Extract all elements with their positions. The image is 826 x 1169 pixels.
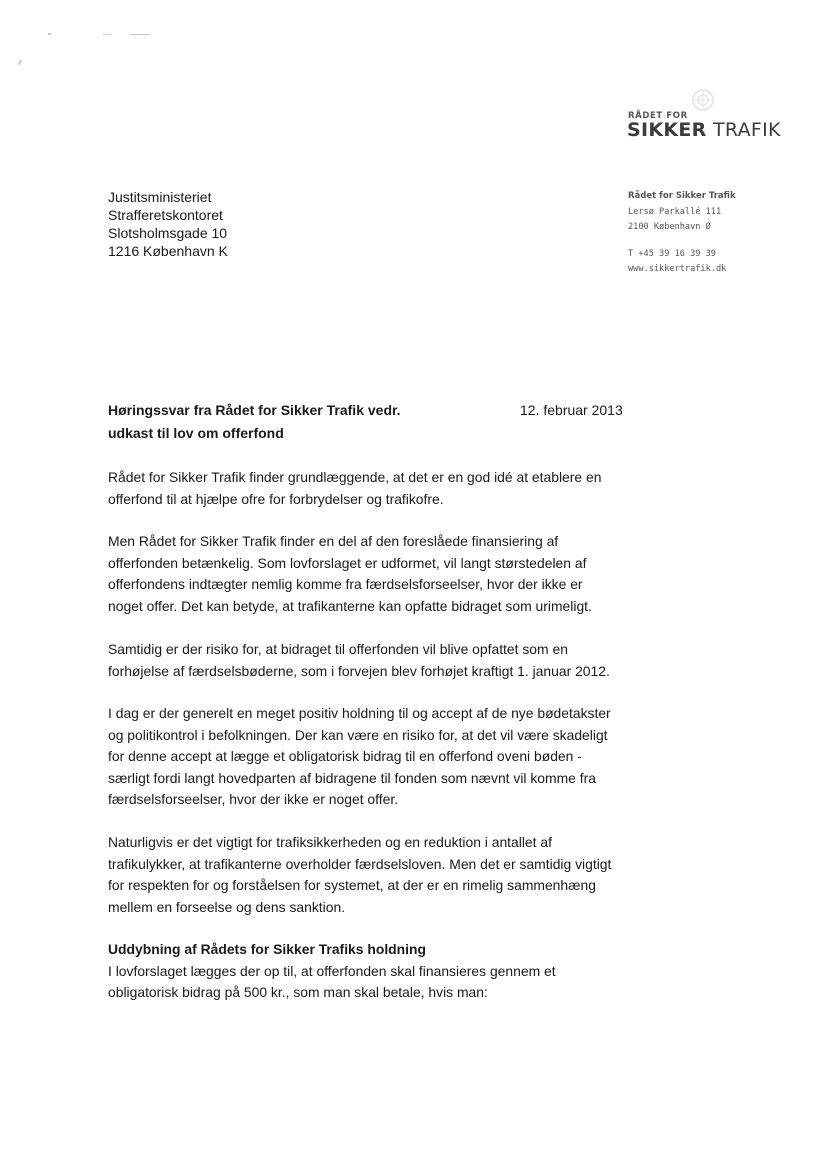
- logo-word-trafik: TRAFIK: [712, 119, 781, 141]
- body-paragraph: [108, 832, 668, 918]
- paragraph-line: for respekten for og forståelsen for systemet, at der er en rimelig sammenhæng: [108, 877, 596, 893]
- paragraph-line: trafikulykker, at trafikanterne overholder færdselsloven. Men det er samtidig vigtigt: [108, 855, 612, 872]
- paragraph-line: forhøjelse af færdselsbøderne, som i forvejen blev forhøjet kraftigt 1. januar 2012.: [108, 662, 610, 679]
- body-paragraph: [108, 467, 668, 510]
- recipient-line: Slotsholmsgade 10: [108, 225, 228, 241]
- paragraph-line: I lovforslaget lægges der op til, at offerfonden skal finansieres gennem et: [108, 962, 556, 979]
- recipient-address: [108, 188, 228, 260]
- paragraph-line: færdselsforseelser, hvor der ikke er noget offer.: [108, 791, 399, 807]
- paragraph-line: noget offer. Det kan betyde, at trafikanterne kan opfatte bidraget som urimeligt.: [108, 597, 592, 614]
- scan-artifact: [18, 60, 22, 65]
- sender-street: Lersø Parkallé 111: [628, 206, 722, 217]
- sender-website: www.sikkertrafik.dk: [628, 264, 727, 274]
- paragraph-line: Men Rådet for Sikker Trafik finder en del af den foreslåede finansiering af: [108, 533, 559, 549]
- paragraph-line: I dag er der generelt en meget positiv holdning til og accept af de nye bødetakster: [108, 705, 611, 721]
- letter-subject: [108, 399, 468, 445]
- paragraph-line: Samtidig er der risiko for, at bidraget til offerfonden vil blive opfattet som en: [108, 641, 568, 657]
- scan-artifact: [130, 34, 150, 35]
- paragraph-line: Naturligvis er det vigtigt for trafiksikkerheden og en reduktion i antallet af: [108, 834, 552, 850]
- sender-phone: T +45 39 16 39 39: [628, 248, 716, 259]
- sender-address: [628, 189, 736, 278]
- section-block: [108, 939, 668, 1004]
- body-paragraph: [108, 703, 668, 811]
- section-heading: Uddybning af Rådets for Sikker Trafiks holdning: [108, 941, 426, 957]
- paragraph-line: Rådet for Sikker Trafik finder grundlæggende, at det er en god idé at etablere en: [108, 469, 602, 485]
- logo-word-sikker: SIKKER: [627, 119, 707, 141]
- logo-wordmark: [627, 119, 781, 141]
- scan-artifact: [103, 34, 111, 35]
- scan-artifact: [48, 33, 51, 35]
- paragraph-line: offerfonden betænkelig. Som lovforslaget er udformet, vil langt størstedelen af: [108, 554, 587, 571]
- recipient-line: 1216 København K: [108, 243, 228, 259]
- paragraph-line: offerfondens indtægter nemlig komme fra færdselsforseelser, hvor der ikke er: [108, 576, 583, 592]
- paragraph-line: obligatorisk bidrag på 500 kr., som man skal betale, hvis man:: [108, 984, 488, 1000]
- subject-line: Høringssvar fra Rådet for Sikker Trafik vedr.: [108, 402, 401, 418]
- body-paragraph: [108, 639, 668, 682]
- sender-name: Rådet for Sikker Trafik: [628, 191, 736, 201]
- sender-city: 2100 København Ø: [628, 222, 711, 232]
- paragraph-line: særligt fordi langt hovedparten af bidragene til fonden som nævnt vil komme fra: [108, 769, 596, 786]
- letter-date: 12. februar 2013: [520, 402, 623, 418]
- recipient-line: Justitsministeriet: [108, 189, 212, 205]
- logo-small-text: RÅDET FOR: [628, 111, 688, 121]
- paragraph-line: for denne accept at lægge et obligatorisk bidrag til en offerfond oveni bøden -: [108, 748, 582, 764]
- paragraph-line: mellem en forseelse og dens sanktion.: [108, 898, 346, 915]
- subject-line: udkast til lov om offerfond: [108, 425, 284, 441]
- paragraph-line: offerfond til at hjælpe ofre for forbrydelser og trafikofre.: [108, 490, 444, 507]
- emblem-icon: [692, 89, 714, 111]
- body-paragraph: [108, 531, 668, 617]
- recipient-line: Strafferetskontoret: [108, 207, 223, 223]
- paragraph-line: og politikontrol i befolkningen. Der kan være en risiko for, at det vil være skadeligt: [108, 726, 608, 743]
